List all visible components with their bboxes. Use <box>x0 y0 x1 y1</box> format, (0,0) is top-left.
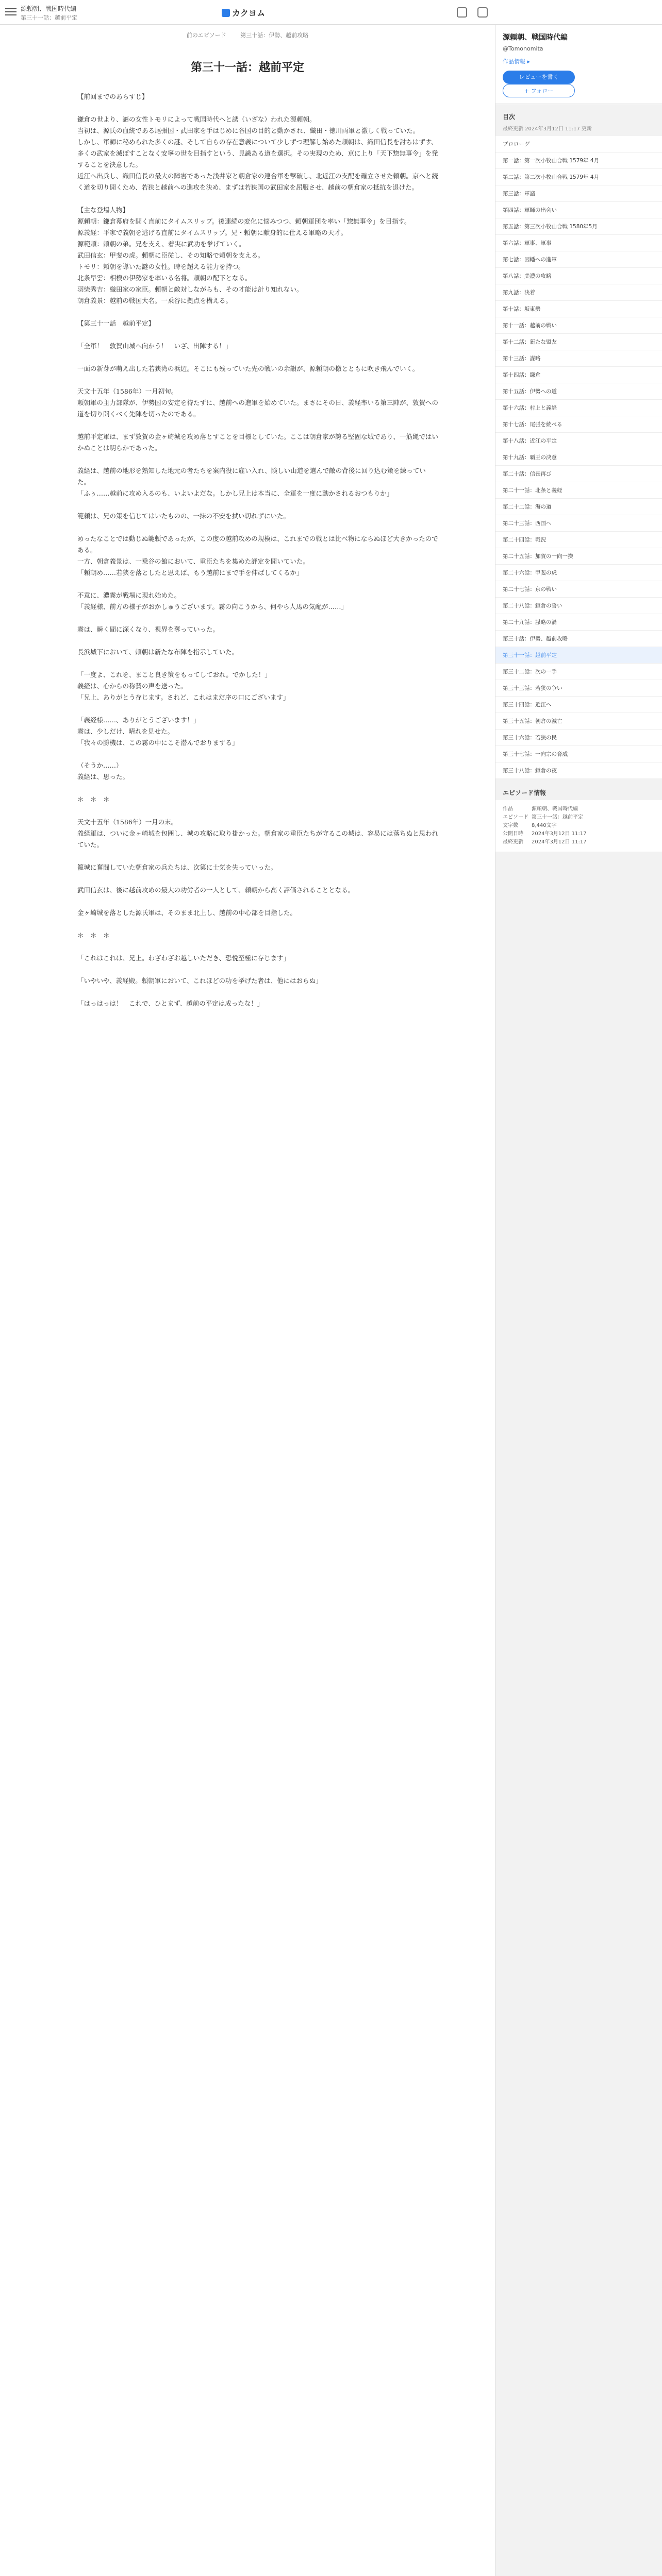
toc-heading: 目次 <box>503 113 516 121</box>
top-actions <box>449 7 488 20</box>
body-paragraph <box>77 420 438 431</box>
body-paragraph: 「義経様……、ありがとうございます！」 <box>77 716 200 724</box>
body-paragraph: 「一度よ、これを、まこと良き策をもってしておれ。でかした！」 <box>77 671 271 679</box>
info-key: 文字数 <box>503 823 518 828</box>
toc-item[interactable]: 第三話：軍議 <box>495 185 662 202</box>
body-paragraph: 「我々の勝機は、この霧の中にこそ潜んでおりまする」 <box>77 739 239 747</box>
body-paragraph: 長浜城下において、頼朝は新たな布陣を指示していた。 <box>77 648 239 656</box>
toc-item[interactable]: 第十九話：覇王の決意 <box>495 449 662 466</box>
toc-item[interactable]: 第一話：第一次小牧山合戦 1579年 4月 <box>495 152 662 169</box>
toc-item[interactable]: 第二十五話：加賀の一向一揆 <box>495 548 662 565</box>
body-paragraph: 「ふぅ……越前に攻め入るのも、いよいよだな。しかし兄上は本当に、全軍を一度に動かされるおつもりか」 <box>77 489 393 497</box>
current-prev-link[interactable]: 第三十話：伊勢、越前攻略 <box>240 32 309 39</box>
toc-item[interactable]: 第三十七話：一向宗の脅威 <box>495 746 662 762</box>
body-paragraph: 北条早雲：相模の伊勢家を率いる名将。頼朝の配下となる。 <box>77 274 252 282</box>
body-paragraph: 天文十五年（1586年）一月の末。 <box>77 818 178 826</box>
body-paragraph: 「はっはっは！ これで、ひとまず、越前の平定は成ったな！」 <box>77 999 264 1007</box>
logo-text: カクヨム <box>232 8 266 18</box>
toc-item[interactable]: 第二十六話：甲斐の虎 <box>495 565 662 581</box>
info-value: 第三十一話：越前平定 <box>532 815 583 820</box>
body-paragraph: めったなことでは動じぬ範頼であったが、この度の越前攻めの規模は、これまでの戦とは比べ物にならぬほど大きかったのである。 <box>77 535 438 554</box>
body-paragraph: 頼朝軍の主力部隊が、伊勢国の安定を待たずに、越前への進軍を始めていた。まさにその日、義経率いる第三陣が、敦賀への道を切り開くべく先陣を切ったのである。 <box>77 399 439 418</box>
info-row <box>503 838 655 846</box>
body-paragraph: 霧は、瞬く間に深くなり、視界を奪っていった。 <box>77 625 220 633</box>
body-paragraph <box>77 635 438 647</box>
body-paragraph: 「頼朝め……若狭を落としたと思えば、もう越前にまで手を伸ばしてくるか」 <box>77 569 303 577</box>
toc-item[interactable]: 第四話：軍師の出会い <box>495 202 662 218</box>
toc-item[interactable]: 第二十一話：北条と義経 <box>495 482 662 499</box>
body-paragraph: 源義経：平家で義朝を逃げる直前にタイムスリップ。兄・頼朝に献身的に仕える軍略の天才。 <box>77 229 347 236</box>
toc-item[interactable]: 第七話：因幡への進軍 <box>495 251 662 268</box>
body-paragraph <box>77 703 438 715</box>
body-paragraph <box>77 579 438 590</box>
toc-item[interactable]: 第二十三話：西国へ <box>495 515 662 532</box>
body-paragraph <box>77 805 438 817</box>
menu-icon[interactable] <box>5 6 16 18</box>
info-row <box>503 830 655 838</box>
chapter-title: 第三十一話：越前平定 <box>190 61 304 74</box>
body-paragraph: 【主な登場人物】 <box>77 206 129 214</box>
write-review-button[interactable]: レビューを書く <box>503 71 575 84</box>
toc-item[interactable]: 第三十八話：鎌倉の夜 <box>495 762 662 779</box>
body-paragraph: 範頼は、兄の策を信じてはいたものの、一抹の不安を拭い切れずにいた。 <box>77 512 290 520</box>
prev-episode-link[interactable]: 前のエピソード <box>186 32 226 39</box>
body-paragraph: 霧は、少しだけ、晴れを見せた。 <box>77 727 174 735</box>
body-paragraph <box>77 352 438 363</box>
site-logo[interactable] <box>222 7 265 19</box>
body-paragraph <box>77 873 438 885</box>
toc-item[interactable]: 第二十八話：鎌倉の誓い <box>495 598 662 614</box>
body-paragraph <box>77 522 438 533</box>
info-key: エピソード <box>503 815 528 820</box>
body-paragraph: ＊ ＊ ＊ <box>77 931 110 939</box>
author-name[interactable]: @Tomonomita <box>503 45 543 52</box>
body-paragraph: 近江へ出兵し、織田信長の最大の障害であった浅井家と朝倉家の連合軍を撃破し、北近江の支配を確立させた頼朝。京へと続く道を切り開くため、若狭と越前への進攻を決め、まずは若狭国の武田家を屈服させ、越前の朝倉家の抵抗を退けた。 <box>77 172 438 191</box>
toc-item[interactable]: 第二十話：信長再び <box>495 466 662 482</box>
body-paragraph <box>77 783 438 794</box>
body-paragraph <box>77 749 438 760</box>
body-paragraph: 当初は、源氏の血統である尾張国・武田家を手はじめに各国の目的と動かされ、織田・徳川両軍と激しく戦っていた。 <box>77 127 420 134</box>
body-paragraph: 不意に、濃霧が戦場に現れ始めた。 <box>77 591 181 599</box>
body-paragraph: 武田信玄は、後に越前攻めの最大の功労者の一人として、頼朝から高く評価されることとなる。 <box>77 886 355 894</box>
body-paragraph: 「全軍！ 敦賀山城へ向かう！ いざ、出陣する！」 <box>77 342 232 350</box>
episode-info <box>495 800 662 852</box>
info-value: 源頼朝、戦国時代編 <box>532 806 578 812</box>
body-paragraph <box>77 193 438 205</box>
info-value: 8,440文字 <box>532 823 557 828</box>
body-paragraph: 鎌倉の世より、謎の女性トモリによって戦国時代へと誘（いざな）われた源頼朝。 <box>77 115 316 123</box>
body-paragraph: 【第三十一話 越前平定】 <box>77 319 155 327</box>
body-paragraph <box>77 307 438 318</box>
info-value: 2024年3月12日 11:17 <box>532 831 587 837</box>
toc-item[interactable]: プロローグ <box>495 136 662 152</box>
top-bar <box>0 0 662 25</box>
work-title-link[interactable]: 源頼朝、戦国時代編 <box>21 5 77 12</box>
body-paragraph: ＊ ＊ ＊ <box>77 795 110 803</box>
body-paragraph <box>77 896 438 907</box>
body-paragraph: 一方、朝倉義景は、一乗谷の館において、重臣たちを集めた評定を開いていた。 <box>77 557 309 565</box>
toc-item[interactable]: 第九話：決着 <box>495 284 662 301</box>
body-paragraph: （そうか……） <box>77 761 123 769</box>
episode-body <box>0 91 495 1009</box>
toc-item[interactable]: 第十一話：越前の戦い <box>495 317 662 334</box>
body-paragraph: 源頼朝：鎌倉幕府を開く直前にタイムスリップ。後連続の変化に悩みつつ、頼朝軍団を率い「惣無事令」を目指す。 <box>77 217 411 225</box>
body-paragraph <box>77 851 438 862</box>
body-paragraph: 武田信玄：甲斐の虎。頼朝に臣従し、その知略で頼朝を支える。 <box>77 251 264 259</box>
body-paragraph: 天文十五年（1586年）一月初旬。 <box>77 387 178 395</box>
body-paragraph <box>77 499 438 511</box>
body-paragraph: 朝倉義景：越前の戦国大名。一乗谷に拠点を構える。 <box>77 297 233 304</box>
toc-updated: 最終更新 2024年3月12日 11:17 更新 <box>503 126 592 132</box>
toc-item[interactable]: 第十七話：尾張を統べる <box>495 416 662 433</box>
body-paragraph: 越前平定軍は、まず敦賀の金ヶ崎城を攻め落とすことを目標としていた。ここは朝倉家が誇る堅固な城であり、一筋縄ではいかぬことは明らかであった。 <box>77 433 439 452</box>
info-row <box>503 805 655 814</box>
follow-button[interactable]: + フォロー <box>503 84 575 97</box>
toc-item[interactable]: 第二話：第二次小牧山合戦 1579年 4月 <box>495 169 662 185</box>
body-paragraph: 羽柴秀吉：織田家の家臣。頼朝と敵対しながらも、その才能は計り知れない。 <box>77 285 303 293</box>
sidebar <box>495 25 662 2576</box>
toc-icon[interactable] <box>477 7 488 18</box>
body-paragraph: 源範頼：頼朝の弟。兄を支え、着実に武功を挙げていく。 <box>77 240 245 248</box>
toc-item[interactable]: 第十四話：鎌倉 <box>495 367 662 383</box>
info-key: 最終更新 <box>503 839 523 845</box>
toc-item[interactable]: 第二十二話：海の道 <box>495 499 662 515</box>
body-paragraph: 「これはこれは、兄上。わざわざお越しいただき、恐悦至極に存じます」 <box>77 954 290 962</box>
body-paragraph: 義経は、思った。 <box>77 773 129 781</box>
toc-item[interactable]: 第十三話：謀略 <box>495 350 662 367</box>
table-of-contents <box>495 136 662 779</box>
body-paragraph <box>77 941 438 953</box>
body-paragraph <box>77 454 438 465</box>
episode-navigation <box>0 25 495 43</box>
toc-item[interactable]: 第三十三話：若狭の争い <box>495 680 662 697</box>
toc-item[interactable]: 第三十話：伊勢、越前攻略 <box>495 631 662 647</box>
toc-item[interactable]: 第六話：軍事、軍事 <box>495 235 662 251</box>
toc-item[interactable]: 第三十五話：朝倉の滅亡 <box>495 713 662 730</box>
toc-item[interactable]: 第十話：坂東勢 <box>495 301 662 317</box>
toc-item[interactable]: 第三十二話：次の一手 <box>495 664 662 680</box>
toc-item[interactable]: 第三十四話：近江へ <box>495 697 662 713</box>
body-paragraph <box>77 658 438 669</box>
sidebar-work-title[interactable]: 源頼朝、戦国時代編 <box>503 33 568 42</box>
body-paragraph: 籠城に奮闘していた朝倉家の兵たちは、次第に士気を失っていった。 <box>77 863 277 871</box>
body-paragraph <box>77 919 438 930</box>
body-paragraph <box>77 613 438 624</box>
toc-item[interactable]: 第三十一話：越前平定 <box>495 647 662 664</box>
body-paragraph <box>77 329 438 341</box>
info-row <box>503 814 655 822</box>
settings-icon[interactable] <box>457 7 467 18</box>
info-key: 公開日時 <box>503 831 523 837</box>
toc-item[interactable]: 第十五話：伊勢への道 <box>495 383 662 400</box>
reader-main <box>0 25 495 2576</box>
toc-item[interactable]: 第二十四話：戦況 <box>495 532 662 548</box>
toc-item[interactable]: 第二十七話：京の戦い <box>495 581 662 598</box>
body-paragraph <box>77 964 438 975</box>
toc-item[interactable]: 第二十九話：謀略の渦 <box>495 614 662 631</box>
info-value: 2024年3月12日 11:17 <box>532 839 587 845</box>
episode-title: 第三十一話：越前平定 <box>21 14 77 21</box>
body-paragraph: 「いやいや、義経殿。頼朝軍において、これほどの功を挙げた者は、他にはおらぬ」 <box>77 977 322 985</box>
work-info-link[interactable]: 作品情報 ▸ <box>503 58 531 65</box>
body-paragraph: しかし、軍師に秘められた多くの謎、そして自らの存在意義について少しずつ理解し始めた頼朝は、織田信長を討ちはずす、多くの武家を滅ぼすことなく安寧の世を目指すという、見識ある道を選択。その実現のため、京に上り「天下惣無事令」を発することを決意した。 <box>77 138 438 168</box>
action-buttons <box>503 71 655 97</box>
work-card <box>495 25 662 104</box>
body-paragraph: トモリ：頼朝を導いた謎の女性。時を超える能力を持つ。 <box>77 263 245 270</box>
toc-item[interactable]: 第十六話：村上と義経 <box>495 400 662 416</box>
toc-item[interactable]: 第三十六話：若狭の民 <box>495 730 662 746</box>
body-paragraph <box>77 103 438 114</box>
body-paragraph: 一面の新芽が萌え出した若狭湾の浜辺。そこにも残っていた先の戦いの余韻が、源頼朝の檄とともに吹き飛んでいく。 <box>77 365 419 372</box>
body-paragraph <box>77 375 438 386</box>
body-paragraph: 義経軍は、ついに金ヶ崎城を包囲し、城の攻略に取り掛かった。朝倉家の重臣たちが守るこの城は、容易には落ちぬと思われていた。 <box>77 829 439 849</box>
body-paragraph: 義経は、心からの称賛の声を送った。 <box>77 682 187 690</box>
body-paragraph: 義経は、越前の地形を熟知した地元の者たちを案内役に雇い入れ、険しい山道を選んで敵の背後に回り込む策を練っていた。 <box>77 467 426 486</box>
info-row <box>503 822 655 830</box>
logo-icon <box>222 9 230 17</box>
toc-item[interactable]: 第八話：美濃の攻略 <box>495 268 662 284</box>
episode-info-heading: エピソード情報 <box>503 789 547 796</box>
toc-item[interactable]: 第十八話：近江の平定 <box>495 433 662 449</box>
body-paragraph: 「兄上、ありがとう存じます。されど、これはまだ序の口にございます」 <box>77 693 290 701</box>
toc-item[interactable]: 第五話：第三次小牧山合戦 1580年5月 <box>495 218 662 235</box>
info-key: 作品 <box>503 806 513 812</box>
body-paragraph <box>77 987 438 998</box>
body-paragraph: 「義経様、前方の様子がおかしゅうございます。霧の向こうから、何やら人馬の気配が……」 <box>77 603 348 611</box>
body-paragraph: 金ヶ崎城を落とした源氏軍は、そのまま北上し、越前の中心部を目指した。 <box>77 909 297 917</box>
body-paragraph: 【前回までのあらすじ】 <box>77 93 148 100</box>
toc-item[interactable]: 第十二話：新たな盟友 <box>495 334 662 350</box>
